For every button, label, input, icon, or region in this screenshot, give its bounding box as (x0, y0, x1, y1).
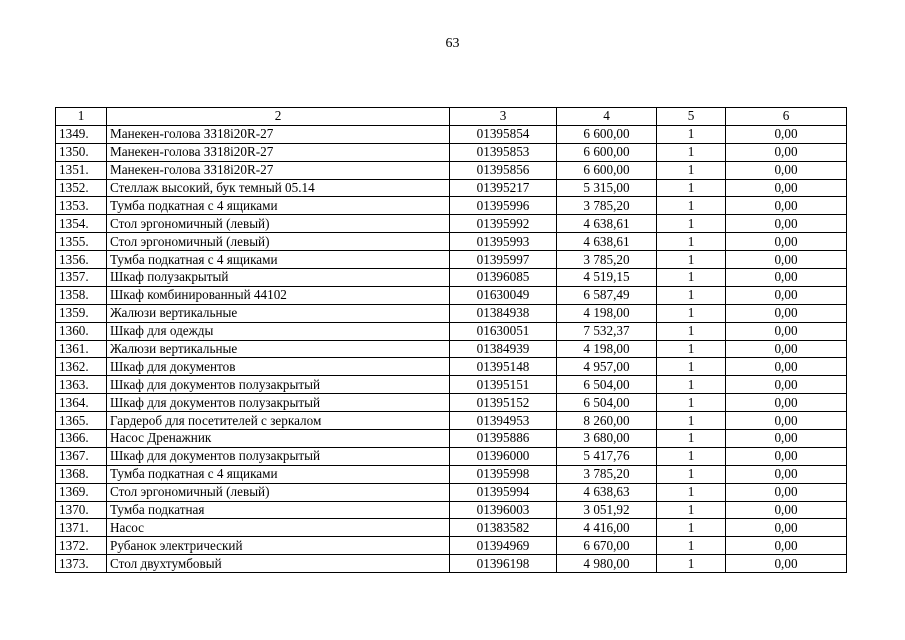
quantity-cell: 1 (657, 286, 726, 304)
table-row (56, 412, 847, 430)
table-row (56, 430, 847, 448)
inventory-code-cell: 01395886 (450, 430, 557, 448)
inventory-code-cell: 01395856 (450, 161, 557, 179)
inventory-code-cell: 01630051 (450, 322, 557, 340)
item-name-cell: Стол эргономичный (левый) (107, 483, 450, 501)
row-number-cell: 1355. (56, 233, 107, 251)
residual-value-cell: 0,00 (726, 179, 847, 197)
cost-cell: 4 980,00 (557, 555, 657, 573)
residual-value-cell: 0,00 (726, 430, 847, 448)
residual-value-cell: 0,00 (726, 143, 847, 161)
item-name-cell: Гардероб для посетителей с зеркалом (107, 412, 450, 430)
table-row (56, 286, 847, 304)
row-number-cell: 1360. (56, 322, 107, 340)
residual-value-cell: 0,00 (726, 465, 847, 483)
quantity-cell: 1 (657, 519, 726, 537)
quantity-cell: 1 (657, 269, 726, 287)
row-number-cell: 1356. (56, 251, 107, 269)
cost-cell: 6 504,00 (557, 376, 657, 394)
quantity-cell: 1 (657, 322, 726, 340)
cost-cell: 6 504,00 (557, 394, 657, 412)
residual-value-cell: 0,00 (726, 322, 847, 340)
table-row (56, 376, 847, 394)
cost-cell: 3 785,20 (557, 465, 657, 483)
header-col-2: 2 (107, 108, 450, 126)
item-name-cell: Тумба подкатная с 4 ящиками (107, 251, 450, 269)
cost-cell: 4 638,63 (557, 483, 657, 501)
row-number-cell: 1351. (56, 161, 107, 179)
cost-cell: 6 600,00 (557, 161, 657, 179)
cost-cell: 4 519,15 (557, 269, 657, 287)
residual-value-cell: 0,00 (726, 537, 847, 555)
row-number-cell: 1368. (56, 465, 107, 483)
residual-value-cell: 0,00 (726, 251, 847, 269)
residual-value-cell: 0,00 (726, 304, 847, 322)
quantity-cell: 1 (657, 501, 726, 519)
cost-cell: 4 957,00 (557, 358, 657, 376)
item-name-cell: Тумба подкатная (107, 501, 450, 519)
table-row (56, 483, 847, 501)
item-name-cell: Стол двухтумбовый (107, 555, 450, 573)
residual-value-cell: 0,00 (726, 358, 847, 376)
table-row (56, 322, 847, 340)
residual-value-cell: 0,00 (726, 519, 847, 537)
item-name-cell: Шкаф для документов (107, 358, 450, 376)
item-name-cell: Шкаф для документов полузакрытый (107, 447, 450, 465)
inventory-code-cell: 01395853 (450, 143, 557, 161)
item-name-cell: Жалюзи вертикальные (107, 304, 450, 322)
inventory-code-cell: 01395152 (450, 394, 557, 412)
table-row (56, 358, 847, 376)
quantity-cell: 1 (657, 340, 726, 358)
inventory-code-cell: 01395854 (450, 125, 557, 143)
quantity-cell: 1 (657, 179, 726, 197)
row-number-cell: 1352. (56, 179, 107, 197)
header-col-3: 3 (450, 108, 557, 126)
row-number-cell: 1354. (56, 215, 107, 233)
inventory-code-cell: 01395217 (450, 179, 557, 197)
residual-value-cell: 0,00 (726, 394, 847, 412)
table-row (56, 197, 847, 215)
cost-cell: 7 532,37 (557, 322, 657, 340)
item-name-cell: Манекен-голова ЗЗ18i20R-27 (107, 161, 450, 179)
residual-value-cell: 0,00 (726, 412, 847, 430)
item-name-cell: Манекен-голова ЗЗ18i20R-27 (107, 143, 450, 161)
item-name-cell: Тумба подкатная с 4 ящиками (107, 465, 450, 483)
inventory-table (55, 107, 847, 573)
cost-cell: 3 785,20 (557, 251, 657, 269)
item-name-cell: Тумба подкатная с 4 ящиками (107, 197, 450, 215)
item-name-cell: Жалюзи вертикальные (107, 340, 450, 358)
table-row (56, 233, 847, 251)
row-number-cell: 1361. (56, 340, 107, 358)
residual-value-cell: 0,00 (726, 376, 847, 394)
row-number-cell: 1369. (56, 483, 107, 501)
inventory-code-cell: 01395997 (450, 251, 557, 269)
row-number-cell: 1357. (56, 269, 107, 287)
row-number-cell: 1372. (56, 537, 107, 555)
residual-value-cell: 0,00 (726, 197, 847, 215)
quantity-cell: 1 (657, 233, 726, 251)
residual-value-cell: 0,00 (726, 286, 847, 304)
header-col-4: 4 (557, 108, 657, 126)
residual-value-cell: 0,00 (726, 215, 847, 233)
cost-cell: 3 680,00 (557, 430, 657, 448)
table-row (56, 537, 847, 555)
table-row (56, 394, 847, 412)
residual-value-cell: 0,00 (726, 161, 847, 179)
row-number-cell: 1359. (56, 304, 107, 322)
inventory-code-cell: 01384939 (450, 340, 557, 358)
table-row (56, 465, 847, 483)
residual-value-cell: 0,00 (726, 125, 847, 143)
table-row (56, 251, 847, 269)
quantity-cell: 1 (657, 376, 726, 394)
cost-cell: 8 260,00 (557, 412, 657, 430)
inventory-code-cell: 01630049 (450, 286, 557, 304)
item-name-cell: Насос Дренажник (107, 430, 450, 448)
residual-value-cell: 0,00 (726, 269, 847, 287)
residual-value-cell: 0,00 (726, 233, 847, 251)
item-name-cell: Стол эргономичный (левый) (107, 233, 450, 251)
quantity-cell: 1 (657, 555, 726, 573)
quantity-cell: 1 (657, 161, 726, 179)
row-number-cell: 1358. (56, 286, 107, 304)
cost-cell: 6 670,00 (557, 537, 657, 555)
residual-value-cell: 0,00 (726, 447, 847, 465)
quantity-cell: 1 (657, 537, 726, 555)
quantity-cell: 1 (657, 143, 726, 161)
table-row (56, 179, 847, 197)
quantity-cell: 1 (657, 483, 726, 501)
header-col-1: 1 (56, 108, 107, 126)
quantity-cell: 1 (657, 197, 726, 215)
inventory-code-cell: 01395993 (450, 233, 557, 251)
table-header (56, 108, 847, 126)
row-number-cell: 1363. (56, 376, 107, 394)
header-row (56, 108, 847, 126)
row-number-cell: 1362. (56, 358, 107, 376)
residual-value-cell: 0,00 (726, 501, 847, 519)
cost-cell: 6 600,00 (557, 125, 657, 143)
cost-cell: 5 417,76 (557, 447, 657, 465)
table-row (56, 143, 847, 161)
quantity-cell: 1 (657, 215, 726, 233)
cost-cell: 6 587,49 (557, 286, 657, 304)
table-row (56, 215, 847, 233)
item-name-cell: Шкаф для документов полузакрытый (107, 394, 450, 412)
quantity-cell: 1 (657, 358, 726, 376)
table-row (56, 125, 847, 143)
quantity-cell: 1 (657, 394, 726, 412)
cost-cell: 6 600,00 (557, 143, 657, 161)
inventory-code-cell: 01396000 (450, 447, 557, 465)
cost-cell: 4 416,00 (557, 519, 657, 537)
quantity-cell: 1 (657, 304, 726, 322)
item-name-cell: Рубанок электрический (107, 537, 450, 555)
quantity-cell: 1 (657, 430, 726, 448)
residual-value-cell: 0,00 (726, 483, 847, 501)
inventory-code-cell: 01395996 (450, 197, 557, 215)
quantity-cell: 1 (657, 465, 726, 483)
table-row (56, 269, 847, 287)
inventory-code-cell: 01383582 (450, 519, 557, 537)
inventory-code-cell: 01395148 (450, 358, 557, 376)
inventory-code-cell: 01394969 (450, 537, 557, 555)
table-row (56, 501, 847, 519)
table-row (56, 447, 847, 465)
table-row (56, 161, 847, 179)
item-name-cell: Шкаф комбинированный 44102 (107, 286, 450, 304)
inventory-code-cell: 01396085 (450, 269, 557, 287)
row-number-cell: 1370. (56, 501, 107, 519)
item-name-cell: Стеллаж высокий, бук темный 05.14 (107, 179, 450, 197)
cost-cell: 3 785,20 (557, 197, 657, 215)
row-number-cell: 1367. (56, 447, 107, 465)
inventory-code-cell: 01384938 (450, 304, 557, 322)
row-number-cell: 1353. (56, 197, 107, 215)
residual-value-cell: 0,00 (726, 555, 847, 573)
quantity-cell: 1 (657, 251, 726, 269)
row-number-cell: 1364. (56, 394, 107, 412)
row-number-cell: 1371. (56, 519, 107, 537)
residual-value-cell: 0,00 (726, 340, 847, 358)
cost-cell: 4 638,61 (557, 233, 657, 251)
cost-cell: 4 638,61 (557, 215, 657, 233)
inventory-code-cell: 01396003 (450, 501, 557, 519)
inventory-code-cell: 01396198 (450, 555, 557, 573)
cost-cell: 4 198,00 (557, 304, 657, 322)
item-name-cell: Манекен-голова ЗЗ18i20R-27 (107, 125, 450, 143)
cost-cell: 5 315,00 (557, 179, 657, 197)
cost-cell: 4 198,00 (557, 340, 657, 358)
inventory-code-cell: 01395151 (450, 376, 557, 394)
page-number: 63 (445, 36, 460, 51)
row-number-cell: 1366. (56, 430, 107, 448)
header-col-6: 6 (726, 108, 847, 126)
quantity-cell: 1 (657, 412, 726, 430)
table-row (56, 304, 847, 322)
table-row (56, 555, 847, 573)
inventory-code-cell: 01395992 (450, 215, 557, 233)
item-name-cell: Насос (107, 519, 450, 537)
inventory-code-cell: 01395998 (450, 465, 557, 483)
header-col-5: 5 (657, 108, 726, 126)
item-name-cell: Шкаф полузакрытый (107, 269, 450, 287)
item-name-cell: Шкаф для одежды (107, 322, 450, 340)
item-name-cell: Шкаф для документов полузакрытый (107, 376, 450, 394)
table-row (56, 340, 847, 358)
row-number-cell: 1365. (56, 412, 107, 430)
inventory-code-cell: 01394953 (450, 412, 557, 430)
row-number-cell: 1349. (56, 125, 107, 143)
quantity-cell: 1 (657, 447, 726, 465)
quantity-cell: 1 (657, 125, 726, 143)
row-number-cell: 1350. (56, 143, 107, 161)
table-row (56, 519, 847, 537)
row-number-cell: 1373. (56, 555, 107, 573)
inventory-code-cell: 01395994 (450, 483, 557, 501)
table-body (56, 125, 847, 572)
cost-cell: 3 051,92 (557, 501, 657, 519)
item-name-cell: Стол эргономичный (левый) (107, 215, 450, 233)
